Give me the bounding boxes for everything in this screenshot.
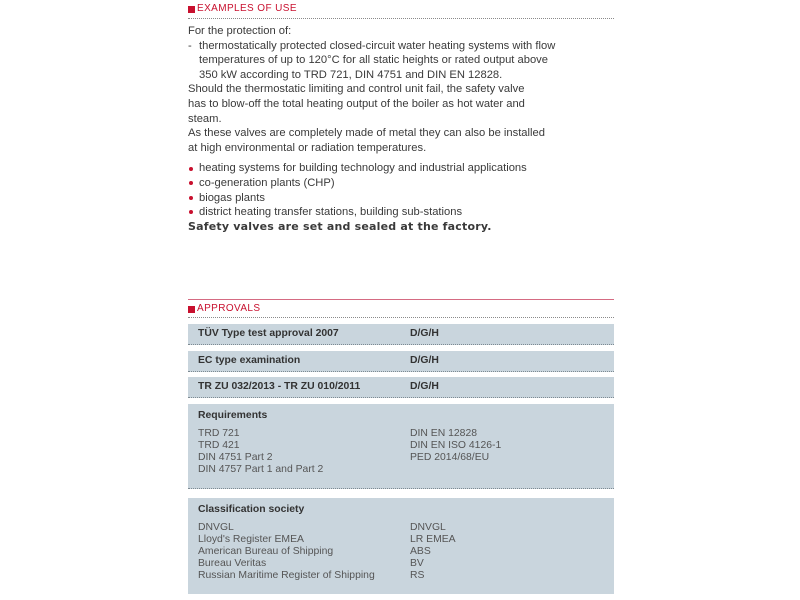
classification-codes <box>410 522 456 582</box>
list-item: DIN 4751 Part 2 <box>198 452 273 464</box>
classification-list <box>198 522 375 582</box>
approval-value: D/G/H <box>410 355 439 366</box>
requirements-title: Requirements <box>198 410 268 421</box>
list-item: biogas plants <box>188 191 618 206</box>
approvals-header-label: APPROVALS <box>197 303 261 314</box>
paragraph-line: As these valves are completely made of metal they can also be installed <box>188 127 545 140</box>
section-marker-icon <box>188 306 195 313</box>
approval-name: TÜV Type test approval 2007 <box>198 328 339 339</box>
list-item: DNVGL <box>198 522 234 533</box>
divider <box>188 317 614 318</box>
dash-item-line: 350 kW according to TRD 721, DIN 4751 and DIN EN 12828. <box>199 68 503 81</box>
list-item: BV <box>410 558 424 570</box>
approval-name: EC type examination <box>198 355 301 366</box>
list-item: LR EMEA <box>410 534 456 546</box>
table-row <box>188 377 614 398</box>
approval-value: D/G/H <box>410 381 439 392</box>
classification-title: Classification society <box>198 504 305 515</box>
bullet-icon <box>189 167 193 171</box>
list-item: Bureau Veritas <box>198 558 267 570</box>
list-item: RS <box>410 570 425 582</box>
approval-value: D/G/H <box>410 328 439 339</box>
divider <box>188 18 614 19</box>
divider <box>188 299 614 300</box>
list-item: Russian Maritime Register of Shipping <box>198 570 375 582</box>
paragraph-line: steam. <box>188 112 222 125</box>
approval-name: TR ZU 032/2013 - TR ZU 010/2011 <box>198 381 361 392</box>
list-item: TRD 721 <box>198 428 240 439</box>
bullet-icon <box>189 196 193 200</box>
list-item: TRD 421 <box>198 440 240 452</box>
section-marker-icon <box>188 6 195 13</box>
paragraph-line: has to blow-off the total heating output of the boiler as hot water and <box>188 97 525 110</box>
dash-item-line: thermostatically protected closed-circuit water heating systems with flow <box>199 39 556 52</box>
list-item: PED 2014/68/EU <box>410 452 490 464</box>
list-item: heating systems for building technology and industrial applications <box>188 161 618 176</box>
list-item: ABS <box>410 546 431 558</box>
examples-header-label: EXAMPLES OF USE <box>197 3 297 14</box>
table-row <box>188 324 614 345</box>
list-item: DIN EN 12828 <box>410 428 477 439</box>
bullet-list <box>188 161 618 219</box>
paragraph-line: Should the thermostatic limiting and control unit fail, the safety valve <box>188 83 525 96</box>
factory-note: Safety valves are set and sealed at the factory. <box>188 219 492 233</box>
list-item: co-generation plants (CHP) <box>188 176 618 191</box>
examples-body <box>188 24 618 234</box>
paragraph-line: at high environmental or radiation temperatures. <box>188 141 427 154</box>
requirements-list <box>198 428 323 476</box>
classification-block <box>188 498 614 594</box>
list-item: Lloyd's Register EMEA <box>198 534 304 546</box>
list-item: DNVGL <box>410 522 446 533</box>
bullet-icon <box>189 181 193 185</box>
dash-item: - thermostatically protected closed-circuit water heating systems with flow temperatures of up to 120°C for all static heights or rated output above 350 kW according to TRD 721, DIN 4751 and DIN EN 12828. <box>188 39 556 81</box>
requirements-block <box>188 404 614 489</box>
list-item: DIN 4757 Part 1 and Part 2 <box>198 464 324 476</box>
examples-section-header <box>188 2 614 18</box>
examples-intro: For the protection of: <box>188 25 292 37</box>
approvals-section-header <box>188 302 614 318</box>
bullet-icon <box>189 210 193 214</box>
requirements-standards <box>410 428 501 464</box>
table-row <box>188 351 614 372</box>
list-item: DIN EN ISO 4126-1 <box>410 440 502 452</box>
dash-item-line: temperatures of up to 120°C for all static heights or rated output above <box>199 54 549 67</box>
list-item: district heating transfer stations, building sub-stations <box>188 205 618 220</box>
list-item: American Bureau of Shipping <box>198 546 334 558</box>
